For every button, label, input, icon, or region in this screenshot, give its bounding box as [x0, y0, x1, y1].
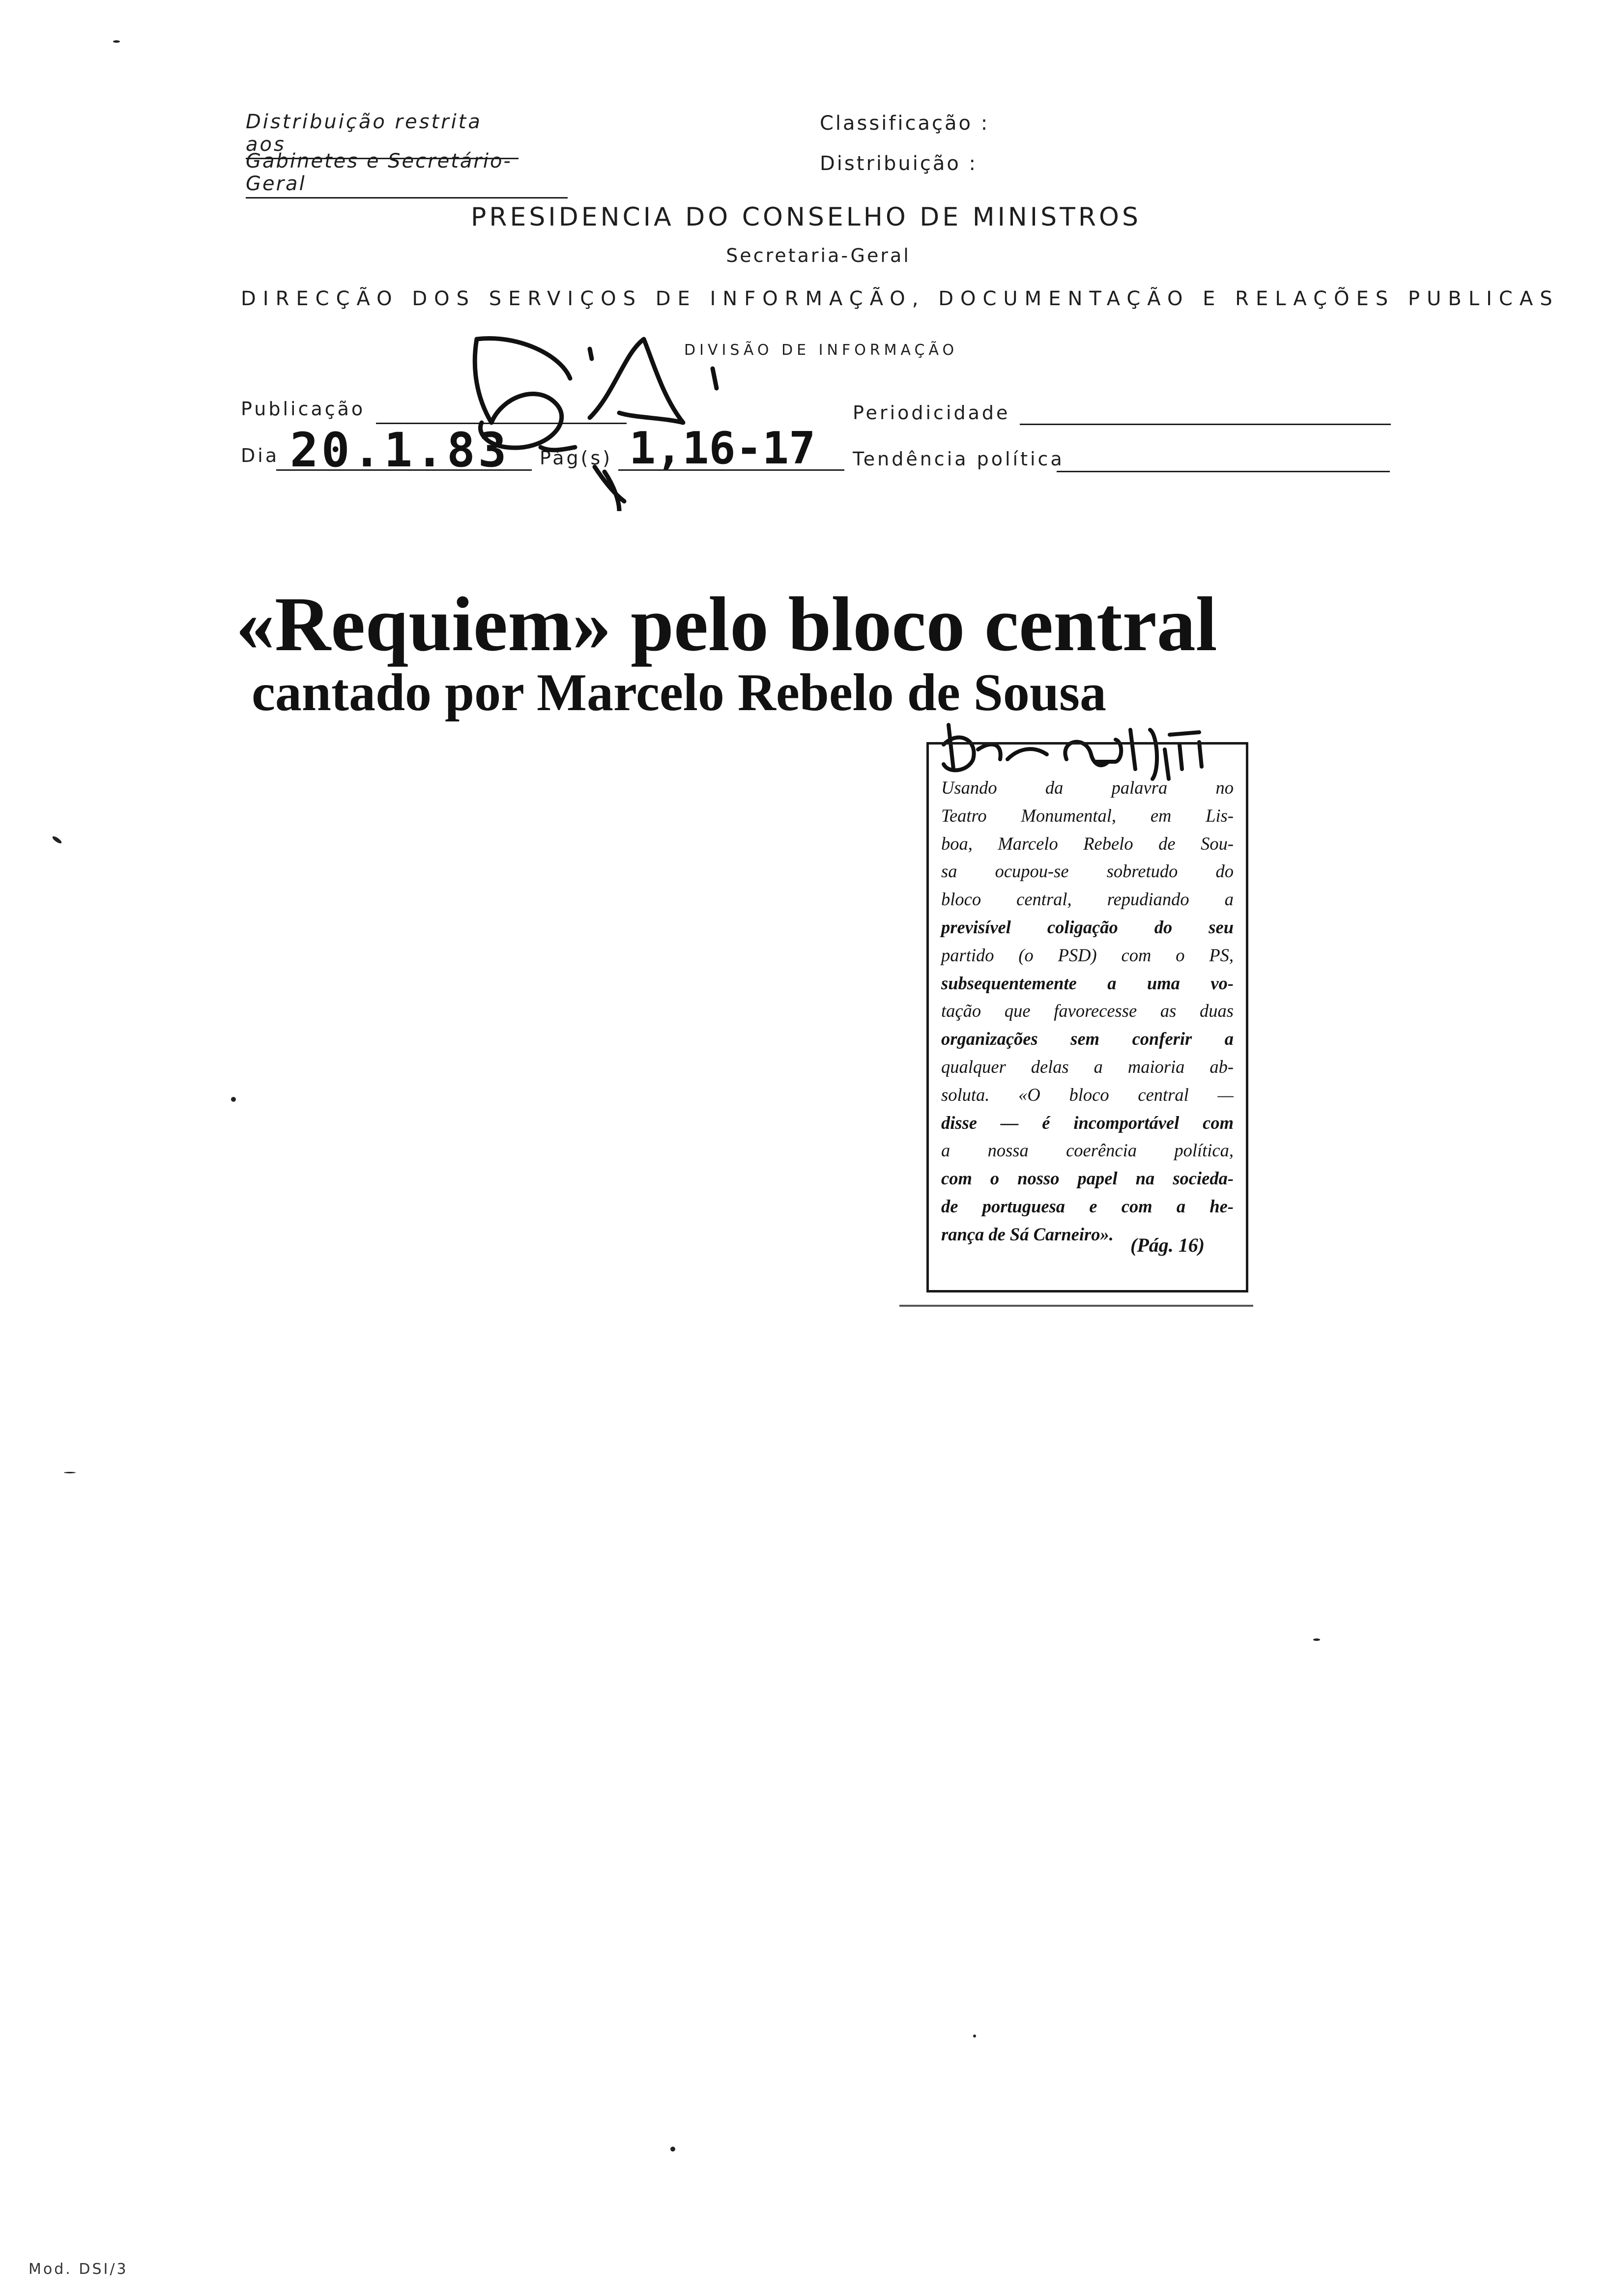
article-body-line: tação que favorecesse as duas: [941, 1001, 1234, 1021]
political-tendency-field-line: [1057, 471, 1390, 472]
periodicity-field-line: [1020, 424, 1391, 425]
article-body-line: bloco central, repudiando a: [941, 889, 1234, 910]
article-body-line: soluta. «O bloco central —: [941, 1084, 1234, 1105]
scan-speck: [113, 40, 120, 43]
political-tendency-label: Tendência política: [853, 448, 1065, 470]
article-body-line: com o nosso papel na socieda-: [941, 1168, 1234, 1189]
article-body-line: disse — é incomportável com: [941, 1112, 1234, 1133]
directorate-name: DIRECÇÃO DOS SERVIÇOS DE INFORMAÇÃO, DOCUMENTAÇÃO E RELAÇÕES PUBLICAS: [241, 287, 1559, 310]
scan-speck: [231, 1097, 236, 1102]
distribution-label: Distribuição :: [820, 152, 978, 175]
scan-speck: [52, 835, 63, 844]
scan-speck: [899, 1305, 1253, 1307]
article-body-line: Teatro Monumental, em Lis-: [941, 805, 1234, 826]
article-body: [941, 774, 1234, 1249]
division-name: DIVISÃO DE INFORMAÇÃO: [684, 342, 958, 359]
form-code: Mod. DSI/3: [29, 2261, 128, 2278]
article-body-line: sa ocupou-se sobretudo do: [941, 861, 1234, 882]
article-body-line: Usando da palavra no: [941, 777, 1234, 798]
article-body-line: de portuguesa e com a he-: [941, 1196, 1234, 1216]
page-reference: (Pág. 16): [1130, 1234, 1205, 1256]
publication-label: Publicação: [241, 398, 366, 420]
restricted-distribution-line-1: Distribuição restrita aos: [246, 111, 518, 159]
article-body-line: partido (o PSD) com o PS,: [941, 945, 1234, 965]
article-body-line: organizações sem conferir a: [941, 1029, 1234, 1049]
article-body-line: subsequentemente a uma vo-: [941, 973, 1234, 993]
article-subtitle: cantado por Marcelo Rebelo de Sousa: [252, 663, 1106, 722]
scan-speck: [64, 1472, 76, 1473]
pages-label: Pág(s): [540, 447, 613, 469]
article-title: «Requiem» pelo bloco central: [236, 581, 1217, 667]
restricted-distribution-line-2: Gabinetes e Secretário-Geral: [246, 150, 568, 199]
day-label: Dia: [241, 445, 280, 466]
article-body-line: qualquer delas a maioria ab-: [941, 1056, 1234, 1077]
classification-label: Classificação :: [820, 112, 990, 135]
scan-speck: [973, 2035, 976, 2038]
article-body-line: rança de Sá Carneiro».: [941, 1224, 1114, 1244]
handwritten-date: 20.1.83: [290, 423, 510, 478]
organization-name: PRESIDENCIA DO CONSELHO DE MINISTROS: [471, 202, 1141, 232]
periodicity-label: Periodicidade: [853, 402, 1010, 424]
article-body-line: previsível coligação do seu: [941, 917, 1234, 937]
handwritten-scribble: [457, 324, 762, 511]
article-body-line: boa, Marcelo Rebelo de Sou-: [941, 833, 1234, 854]
scan-speck: [1313, 1638, 1320, 1641]
handwritten-pages: 1,16-17: [629, 423, 816, 474]
article-body-line: a nossa coerência política,: [941, 1140, 1234, 1161]
scan-speck: [670, 2147, 675, 2152]
secretariat-name: Secretaria-Geral: [726, 245, 911, 266]
